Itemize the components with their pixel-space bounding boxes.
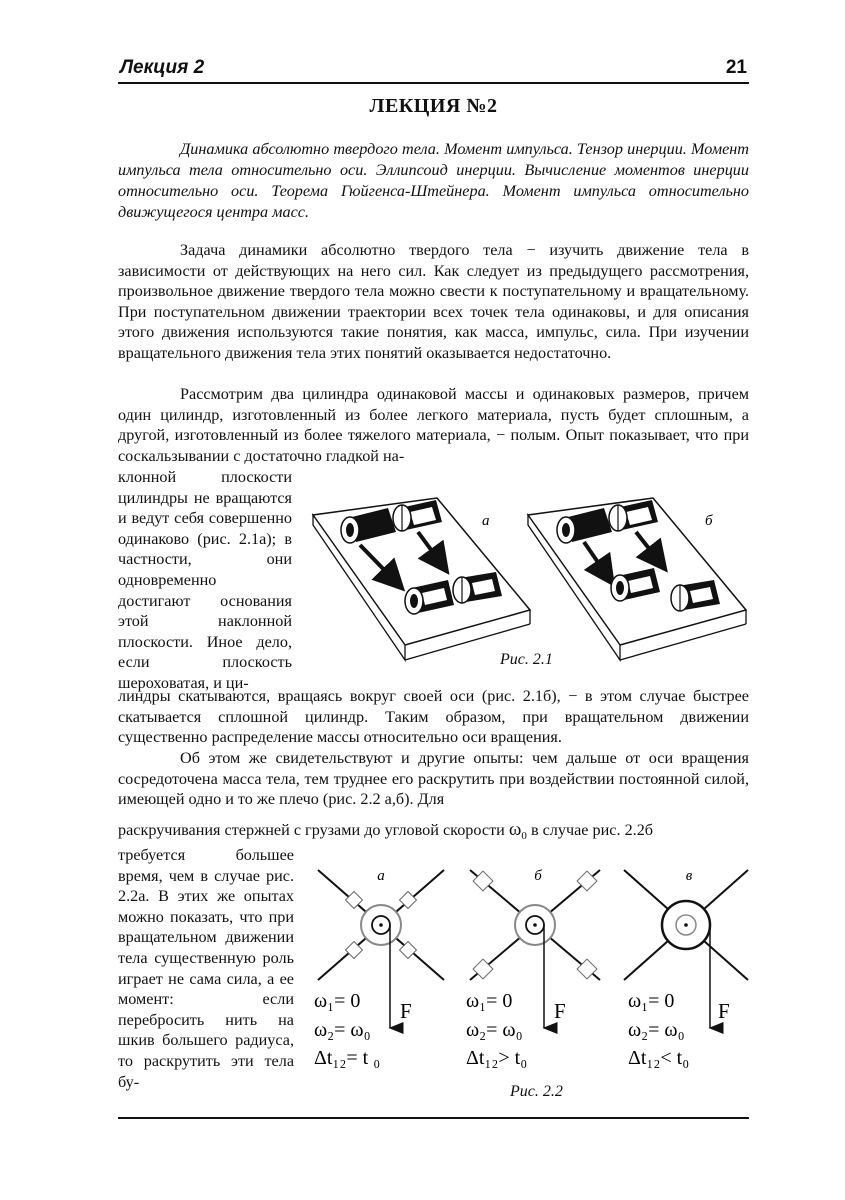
omega2-v: ω₂= ω₀ <box>628 1019 685 1041</box>
paragraph-1: Задача динамики абсолютно твердого тела − изучить движение тела в зависимости от действующих на него сил. Как следует из предыдущего рассмотрения, произвольное движение твердого тела можно свести к поступательному и вращательному. При поступательном движении траектории всех точек тела одинаковы, и для описания этого движения используются такие понятия, как масса, импульс, сила. При изучении вращательного движения тела этих понятий оказывается недостаточно. <box>118 241 749 362</box>
paragraph-3: Об этом же свидетельствуют и другие опыты: чем дальше от оси вращения сосредоточена масса тела, тем труднее его раскрутить при воздействии постоянной силой, имеющей одно и то же плечо (рис. 2.2 а,б). Для <box>118 749 749 809</box>
figure-2-1-caption: Рис. 2.1 <box>500 651 553 668</box>
page-number: 21 <box>725 57 747 78</box>
paragraph-2-end: линдры скатываются, вращаясь вокруг своей оси (рис. 2.1б), − в этом случае быстрее скатывается сплошной цилиндр. Таким образом, при вращательном движении существенно распределение массы относительно оси вращения. <box>118 687 749 747</box>
paragraph-2-side: клонной плоскости цилиндры не вращаются и ведут себя совершенно одинаково (рис. 2.1а); в частности, они одновременно достигают основания этой наклонной плоскости. Иное дело, если плоскость шероховатая, и ци- <box>118 468 292 692</box>
lecture-abstract: Динамика абсолютно твердого тела. Момент импульса. Тензор инерции. Момент импульса тела относительно оси. Эллипсоид инерции. Вычисление моментов инерции относительно оси. Теорема Гюйгенса-Штейнера. Момент импульса относительно движущегося центра масс. <box>118 140 749 221</box>
delta-t-v: Δt₁₂< t₀ <box>628 1047 690 1069</box>
paragraph-2: Рассмотрим два цилиндра одинаковой массы и одинаковых размеров, причем один цилиндр, изготовленный из более легкого материала, пусть будет сплошным, а другой, изготовленный из более тяжелого материала, − полым. Опыт показывает, что при соскальзывании с достаточно гладкой на- <box>118 385 749 465</box>
paragraph-3-side: требуется большее время, чем в случае рис. 2.2а. В этих же опытах можно показать, что при вращательном движении тела существенную роль играет не сама сила, а ее момент: если перебросить нить на шкив большего радиуса, то раскрутить эти тела бу- <box>118 846 294 1091</box>
omega1-a: ω₁= 0 <box>314 990 361 1012</box>
paragraph-3-line-a: раскручивания стержней с грузами до угловой скорости <box>118 821 509 839</box>
force-label-v: F <box>718 999 730 1023</box>
paragraph-3-line <box>118 820 749 847</box>
force-label-a: F <box>400 999 412 1023</box>
force-label-b: F <box>554 999 566 1023</box>
figure-2-2-label-v: в <box>685 868 693 884</box>
omega-symbol: ω <box>508 819 522 840</box>
figure-2-2-label-a: а <box>377 868 385 884</box>
figure-2-2-caption: Рис. 2.2 <box>510 1083 563 1100</box>
lecture-title: ЛЕКЦИЯ №2 <box>369 95 498 117</box>
figure-2-1-label-a: а <box>482 513 490 529</box>
figure-2-2-label-b: б <box>534 868 542 884</box>
figure-2-1-label-b: б <box>705 513 713 529</box>
omega-subscript: 0 <box>521 830 527 842</box>
omega2-b: ω₂= ω₀ <box>466 1019 523 1041</box>
omega2-a: ω₂= ω₀ <box>314 1019 371 1041</box>
figure-2-2 <box>300 850 750 1075</box>
omega1-b: ω₁= 0 <box>466 990 513 1012</box>
footer-rule <box>118 1117 749 1119</box>
paragraph-3-line-b: в случае рис. 2.2б <box>526 821 654 839</box>
delta-t-a: Δt₁₂= t ₀ <box>314 1047 381 1069</box>
delta-t-b: Δt₁₂> t₀ <box>466 1047 528 1069</box>
page-header <box>118 56 749 84</box>
omega1-v: ω₁= 0 <box>628 990 675 1012</box>
running-head: Лекция 2 <box>120 57 205 78</box>
